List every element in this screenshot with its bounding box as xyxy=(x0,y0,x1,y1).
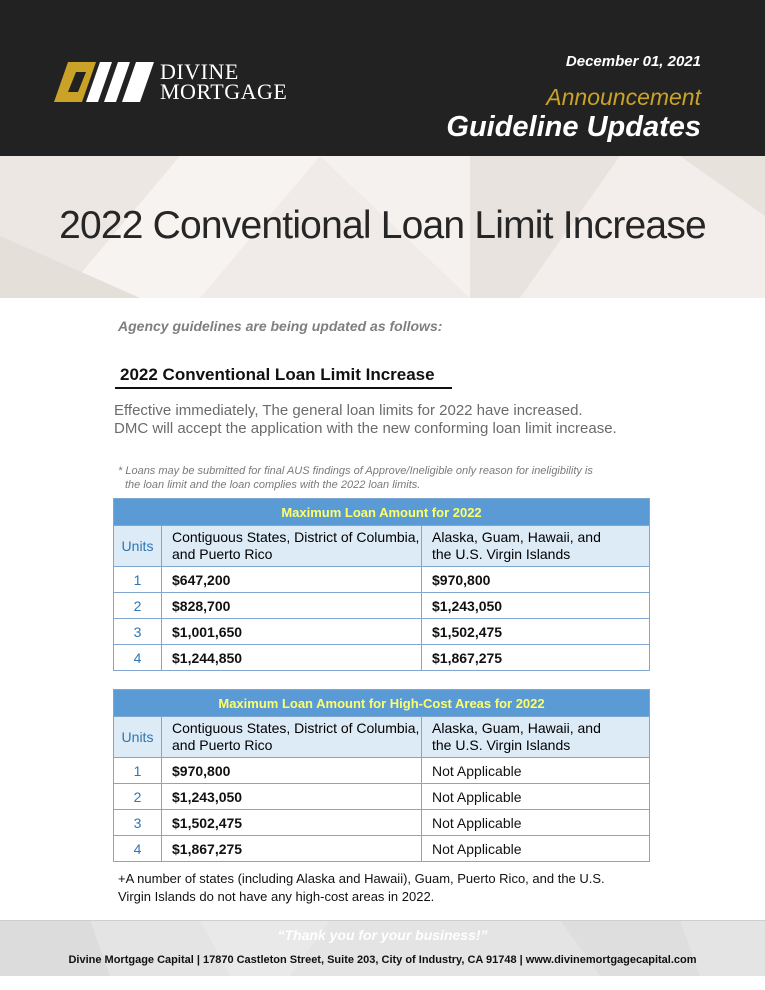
section-title-underline xyxy=(115,387,452,389)
amount-cell: $1,243,050 xyxy=(162,784,422,810)
table-row xyxy=(114,593,650,619)
logo-mark-icon xyxy=(52,60,156,104)
unit-cell: 2 xyxy=(114,593,162,619)
header xyxy=(0,0,765,156)
logo-wordmark xyxy=(160,59,288,104)
effective-line1: Effective immediately, The general loan limits for 2022 have increased. xyxy=(114,402,583,419)
amount-cell: $1,867,275 xyxy=(422,645,650,671)
column-header-units: Units xyxy=(114,717,162,758)
header-line: and Puerto Rico xyxy=(172,546,273,562)
amount-cell: $1,502,475 xyxy=(162,810,422,836)
table-row xyxy=(114,810,650,836)
unit-cell: 2 xyxy=(114,784,162,810)
section-title: 2022 Conventional Loan Limit Increase xyxy=(120,365,435,384)
unit-cell: 1 xyxy=(114,567,162,593)
table-row xyxy=(114,567,650,593)
amount-cell: $1,243,050 xyxy=(422,593,650,619)
table-caption: Maximum Loan Amount for High-Cost Areas for 2022 xyxy=(114,690,650,717)
header-line: Contiguous States, District of Columbia, xyxy=(172,720,420,736)
header-line: Alaska, Guam, Hawaii, and xyxy=(432,529,601,545)
header-line: the U.S. Virgin Islands xyxy=(432,737,571,753)
table-row xyxy=(114,645,650,671)
unit-cell: 4 xyxy=(114,645,162,671)
logo-line2: MORTGAGE xyxy=(160,79,288,104)
footnote-line1: +A number of states (including Alaska and Hawaii), Guam, Puerto Rico, and the U.S. xyxy=(118,871,605,886)
header-line: Alaska, Guam, Hawaii, and xyxy=(432,720,601,736)
amount-cell: $647,200 xyxy=(162,567,422,593)
logo-line1: DIVINE xyxy=(160,59,239,84)
unit-cell: 1 xyxy=(114,758,162,784)
unit-cell: 3 xyxy=(114,619,162,645)
not-applicable-cell: Not Applicable xyxy=(422,810,650,836)
amount-cell: $1,867,275 xyxy=(162,836,422,862)
header-line: the U.S. Virgin Islands xyxy=(432,546,571,562)
amount-cell: $828,700 xyxy=(162,593,422,619)
column-header-contiguous xyxy=(162,526,422,567)
title-banner xyxy=(0,156,765,298)
table-caption: Maximum Loan Amount for 2022 xyxy=(114,499,650,526)
footer-thanks: “Thank you for your business!” xyxy=(277,927,488,943)
footer xyxy=(0,920,765,976)
column-header-alaska xyxy=(422,526,650,567)
footer-address: Divine Mortgage Capital | 17870 Castleton Street, Suite 203, City of Industry, CA 91748 | www.divinemortgagecapital.com xyxy=(68,954,697,966)
logo xyxy=(52,59,288,104)
aus-note xyxy=(118,464,593,492)
banner-title: 2022 Conventional Loan Limit Increase xyxy=(59,204,706,247)
note-line2: the loan limit and the loan complies with the 2022 loan limits. xyxy=(125,479,421,491)
amount-cell: $1,001,650 xyxy=(162,619,422,645)
table-row xyxy=(114,619,650,645)
table-row xyxy=(114,836,650,862)
column-header-units: Units xyxy=(114,526,162,567)
announcement-date: December 01, 2021 xyxy=(565,53,701,70)
not-applicable-cell: Not Applicable xyxy=(422,758,650,784)
high-cost-table xyxy=(113,689,650,862)
effective-paragraph xyxy=(114,402,617,438)
footnote-line2: Virgin Islands do not have any high-cost areas in 2022. xyxy=(118,889,435,904)
loan-limit-table xyxy=(113,498,650,671)
table-row xyxy=(114,784,650,810)
unit-cell: 3 xyxy=(114,810,162,836)
not-applicable-cell: Not Applicable xyxy=(422,784,650,810)
column-header-contiguous xyxy=(162,717,422,758)
intro-text: Agency guidelines are being updated as follows: xyxy=(118,318,443,334)
header-line: and Puerto Rico xyxy=(172,737,273,753)
note-line1: * Loans may be submitted for final AUS findings of Approve/Ineligible only reason for ineligibility is xyxy=(118,465,593,477)
header-line: Contiguous States, District of Columbia, xyxy=(172,529,420,545)
effective-line2: DMC will accept the application with the new conforming loan limit increase. xyxy=(114,420,617,437)
amount-cell: $1,502,475 xyxy=(422,619,650,645)
header-title: Guideline Updates xyxy=(446,111,701,143)
amount-cell: $970,800 xyxy=(162,758,422,784)
amount-cell: $1,244,850 xyxy=(162,645,422,671)
not-applicable-cell: Not Applicable xyxy=(422,836,650,862)
high-cost-footnote xyxy=(118,870,605,906)
unit-cell: 4 xyxy=(114,836,162,862)
table-row xyxy=(114,758,650,784)
announcement-label: Announcement xyxy=(546,84,701,110)
column-header-alaska xyxy=(422,717,650,758)
amount-cell: $970,800 xyxy=(422,567,650,593)
